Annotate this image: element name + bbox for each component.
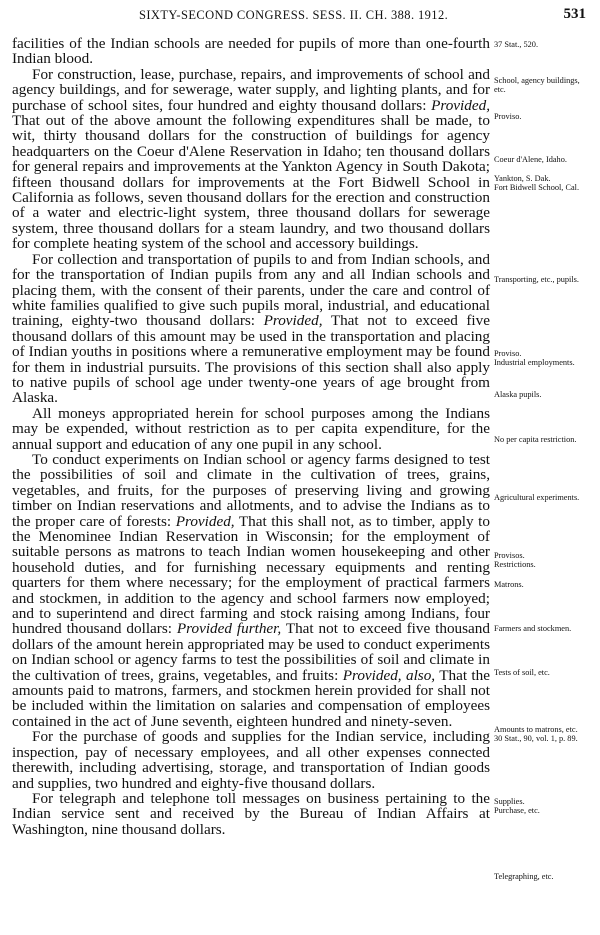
paragraph-transportation: For collection and transportation of pupils to and from Indian schools, and for the transportation of Indian pupils from any and all Indian schools and placing them, with the consent of their parents, under the care and control of white families qualified to give such pupils moral, industrial, and educational training, eighty-two thousand dollars: Provided, That not to exceed five thousand dollars of this amount may be used in the transportation and placing of Indian youths in positions where a remunerative employment may be found for them in industrial pursuits. The provisions of this section shall also apply to native pupils of school age under twenty-one years of age brought from Alaska. bbox=[12, 250, 490, 407]
paragraph-continued: facilities of the Indian schools are needed for pupils of more than one-fourth Indian blood. bbox=[12, 35, 490, 68]
margin-note: 37 Stat., 520. bbox=[494, 40, 539, 49]
margin-note: School, agency buildings, etc. bbox=[494, 76, 580, 94]
running-head: SIXTY-SECOND CONGRESS. SESS. II. CH. 388. 1912. bbox=[139, 8, 449, 22]
margin-note: Telegraphing, etc. bbox=[494, 872, 554, 881]
margin-note: Supplies. Purchase, etc. bbox=[494, 797, 540, 815]
page-number: 531 bbox=[563, 6, 586, 22]
paragraph-school-buildings: For construction, lease, purchase, repairs, and improvements of school and agency buildings, and for sewerage, water supply, and lighting plants, and for purchase of school sites, four hundred and eighty thousand dollars: Provided, That out of the above amount the following expenditures shall be made, to wit, thirty thousand dollars for the construction of buildings for agency headquarters on the Coeur d'Alene Reservation in Idaho; ten thousand dollars for general repairs and improvements at the Yankton Agency in South Dakota; fifteen thousand dollars for improvements at the Fort Bidwell School in California as follows, seven thousand dollars for the erection and construction of a water and electric-light system, three thousand dollars for sewerage system, three thousand dollars for a steam laundry, and two thousand dollars for complete heating system of the school and accessory buildings. bbox=[12, 65, 490, 253]
margin-note: Matrons. bbox=[494, 580, 524, 589]
margin-note: Tests of soil, etc. bbox=[494, 668, 550, 677]
paragraph-telegraph: For telegraph and telephone toll messages on business pertaining to the Indian service sent and received by the Bureau of Indian Affairs at Washington, nine thousand dollars. bbox=[12, 789, 490, 838]
margin-note: Coeur d'Alene, Idaho. bbox=[494, 155, 567, 164]
margin-note: Amounts to matrons, etc. 30 Stat., 90, vol. 1, p. 89. bbox=[494, 725, 578, 743]
page-header bbox=[0, 6, 600, 26]
paragraph-supplies: For the purchase of goods and supplies for the Indian service, including inspection, pay of necessary employees, and all other expenses connected therewith, including advertising, storage, and transportation of Indian goods and supplies, two hundred and eighty-five thousand dollars. bbox=[12, 728, 490, 792]
paragraph-experiments: To conduct experiments on Indian school or agency farms designed to test the possibilities of soil and climate in the cultivation of trees, grains, vegetables, and fruits, for the purposes of preserving living and growing timber on Indian reservations and allotments, and to advise the Indians as to the proper care of forests: Provided, That this shall not, as to timber, apply to the Menominee Indian Reservation in Wisconsin; for the employment of suitable persons as matrons to teach Indian women housekeeping and other household duties, and for furnishing necessary equipments and renting quarters for them where necessary; for the employment of practical farmers and stockmen, in addition to the agency and school farmers now employed; and to superintend and direct farming and stock raising among Indians, four hundred thousand dollars: Provided further, That not to exceed five thousand dollars of the amount herein appropriated may be used to conduct experiments on Indian school or agency farms to test the possibilities of soil and climate in the cultivation of trees, grains, vegetables, and fruits: Provided, also, That the amounts paid to matrons, farmers, and stockmen herein provided for shall not be included within the limitation on salaries and compensation of employees contained in the act of June seventh, eighteen hundred and ninety-seven. bbox=[12, 450, 490, 730]
margin-note: Yankton, S. Dak. bbox=[494, 174, 551, 183]
paragraph-per-capita: All moneys appropriated herein for school purposes among the Indians may be expended, without restriction as to per capita expenditure, for the annual support and education of any one pupil in any school. bbox=[12, 404, 490, 453]
margin-note: Transporting, etc., pupils. bbox=[494, 275, 579, 284]
main-text bbox=[12, 36, 490, 837]
margin-note: Proviso. Industrial employments. bbox=[494, 349, 575, 367]
margin-note: No per capita restriction. bbox=[494, 435, 577, 444]
margin-note: Proviso. bbox=[494, 112, 522, 121]
margin-note: Farmers and stockmen. bbox=[494, 624, 572, 633]
margin-note: Alaska pupils. bbox=[494, 390, 542, 399]
margin-note: Provisos. Restrictions. bbox=[494, 551, 536, 569]
margin-note: Agricultural experiments. bbox=[494, 493, 580, 502]
margin-note: Fort Bidwell School, Cal. bbox=[494, 183, 580, 192]
